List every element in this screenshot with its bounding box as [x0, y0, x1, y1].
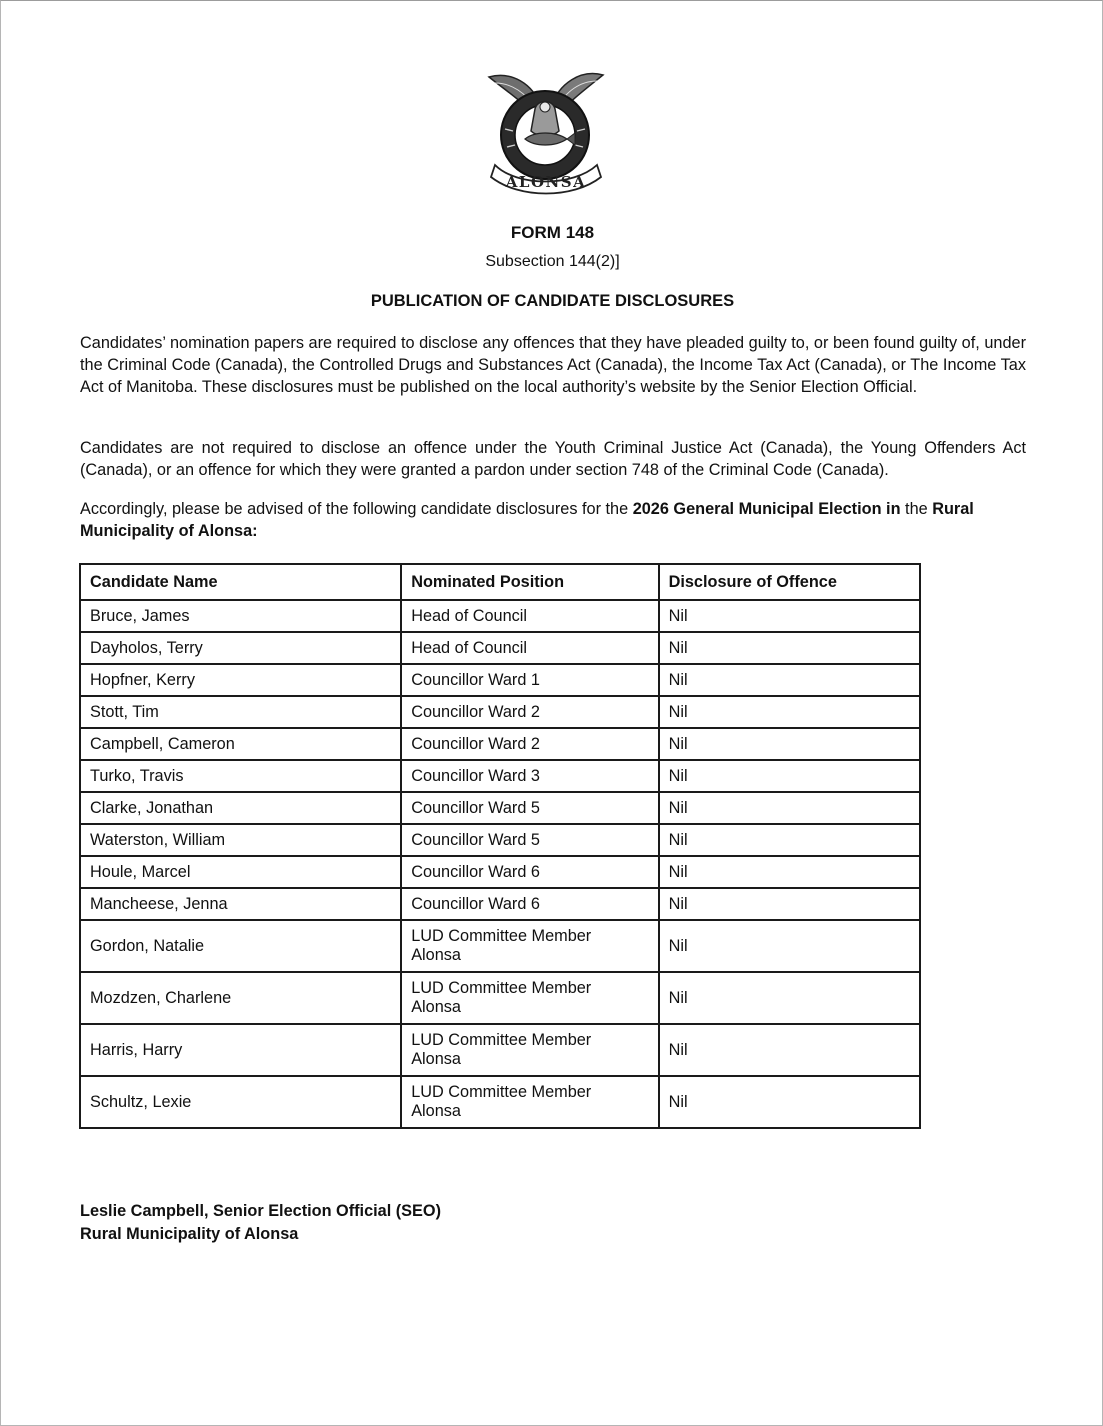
position-line-2: Alonsa — [411, 998, 461, 1016]
table-row — [80, 792, 920, 824]
position-line-1: LUD Committee Member — [411, 979, 592, 997]
candidate-name: Clarke, Jonathan — [80, 792, 401, 824]
nominated-position: Councillor Ward 2 — [401, 696, 658, 728]
advisory-text-mid: the — [900, 500, 933, 518]
offence-disclosure: Nil — [659, 1024, 920, 1076]
offence-disclosure: Nil — [659, 632, 920, 664]
offence-disclosure: Nil — [659, 972, 920, 1024]
table-row — [80, 600, 920, 632]
table-row — [80, 824, 920, 856]
offence-disclosure: Nil — [659, 696, 920, 728]
subsection-reference: Subsection 144(2)] — [485, 253, 620, 270]
table-row — [80, 1024, 920, 1076]
advisory-paragraph — [80, 498, 1026, 542]
nominated-position: Councillor Ward 1 — [401, 664, 658, 696]
nominated-position: Councillor Ward 5 — [401, 792, 658, 824]
position-line-1: LUD Committee Member — [411, 1031, 592, 1049]
candidate-name: Dayholos, Terry — [80, 632, 401, 664]
nominated-position — [401, 1024, 658, 1076]
svg-text:ALONSA: ALONSA — [505, 173, 587, 191]
nominated-position — [401, 972, 658, 1024]
nominated-position: Head of Council — [401, 600, 658, 632]
municipality-logo — [481, 69, 611, 197]
form-title: FORM 148 — [510, 223, 595, 242]
exemption-paragraph: Candidates are not required to disclose an offence under the Youth Criminal Justice Act (Canada), the Young Offenders Act (Canada), or an offence for which they were granted a pardon under section 748 of the Criminal Code (Canada). — [80, 439, 1026, 479]
candidate-name: Stott, Tim — [80, 696, 401, 728]
candidate-disclosure-table — [79, 563, 921, 1129]
column-header-position: Nominated Position — [401, 564, 658, 600]
nominated-position: Councillor Ward 2 — [401, 728, 658, 760]
offence-disclosure: Nil — [659, 664, 920, 696]
candidate-name: Waterston, William — [80, 824, 401, 856]
candidate-name: Gordon, Natalie — [80, 920, 401, 972]
candidate-name: Campbell, Cameron — [80, 728, 401, 760]
nominated-position: Councillor Ward 5 — [401, 824, 658, 856]
table-row — [80, 632, 920, 664]
nominated-position: Councillor Ward 6 — [401, 888, 658, 920]
intro-paragraph: Candidates’ nomination papers are required to disclose any offences that they have pleaded guilty to, or been found guilty of, under the Criminal Code (Canada), the Controlled Drugs and Substances Act (Canada), the Income Tax Act (Canada), or The Income Tax Act of Manitoba. These disclosures must be published on the local authority’s website by the Senior Election Official. — [80, 334, 1026, 396]
offence-disclosure: Nil — [659, 760, 920, 792]
position-line-2: Alonsa — [411, 1102, 461, 1120]
column-header-disclosure: Disclosure of Offence — [659, 564, 920, 600]
candidate-name: Schultz, Lexie — [80, 1076, 401, 1128]
municipality-name: Rural Municipality of Alonsa: — [80, 500, 974, 540]
position-line-2: Alonsa — [411, 946, 461, 964]
table-row — [80, 664, 920, 696]
nominated-position: Head of Council — [401, 632, 658, 664]
candidate-name: Mozdzen, Charlene — [80, 972, 401, 1024]
table-row — [80, 856, 920, 888]
column-header-name: Candidate Name — [80, 564, 401, 600]
table-row — [80, 920, 920, 972]
nominated-position: Councillor Ward 6 — [401, 856, 658, 888]
offence-disclosure: Nil — [659, 1076, 920, 1128]
candidate-name: Mancheese, Jenna — [80, 888, 401, 920]
offence-disclosure: Nil — [659, 728, 920, 760]
position-line-2: Alonsa — [411, 1050, 461, 1068]
offence-disclosure: Nil — [659, 600, 920, 632]
signature-official: Leslie Campbell, Senior Election Official (SEO) — [80, 1202, 441, 1220]
signature-municipality: Rural Municipality of Alonsa — [80, 1225, 299, 1243]
offence-disclosure: Nil — [659, 824, 920, 856]
candidate-name: Bruce, James — [80, 600, 401, 632]
table-row — [80, 696, 920, 728]
table-row — [80, 972, 920, 1024]
table-row — [80, 728, 920, 760]
offence-disclosure: Nil — [659, 920, 920, 972]
candidate-name: Hopfner, Kerry — [80, 664, 401, 696]
publication-title: PUBLICATION OF CANDIDATE DISCLOSURES — [370, 292, 735, 310]
nominated-position — [401, 1076, 658, 1128]
table-row — [80, 888, 920, 920]
position-line-1: LUD Committee Member — [411, 1083, 592, 1101]
candidate-name: Houle, Marcel — [80, 856, 401, 888]
offence-disclosure: Nil — [659, 888, 920, 920]
position-line-1: LUD Committee Member — [411, 927, 592, 945]
table-header-row — [80, 564, 920, 600]
advisory-text-start: Accordingly, please be advised of the following candidate disclosures for the — [80, 500, 633, 518]
candidate-name: Harris, Harry — [80, 1024, 401, 1076]
nominated-position — [401, 920, 658, 972]
offence-disclosure: Nil — [659, 856, 920, 888]
table-row — [80, 760, 920, 792]
offence-disclosure: Nil — [659, 792, 920, 824]
nominated-position: Councillor Ward 3 — [401, 760, 658, 792]
candidate-name: Turko, Travis — [80, 760, 401, 792]
election-name: 2026 General Municipal Election in — [632, 500, 901, 518]
table-row — [80, 1076, 920, 1128]
